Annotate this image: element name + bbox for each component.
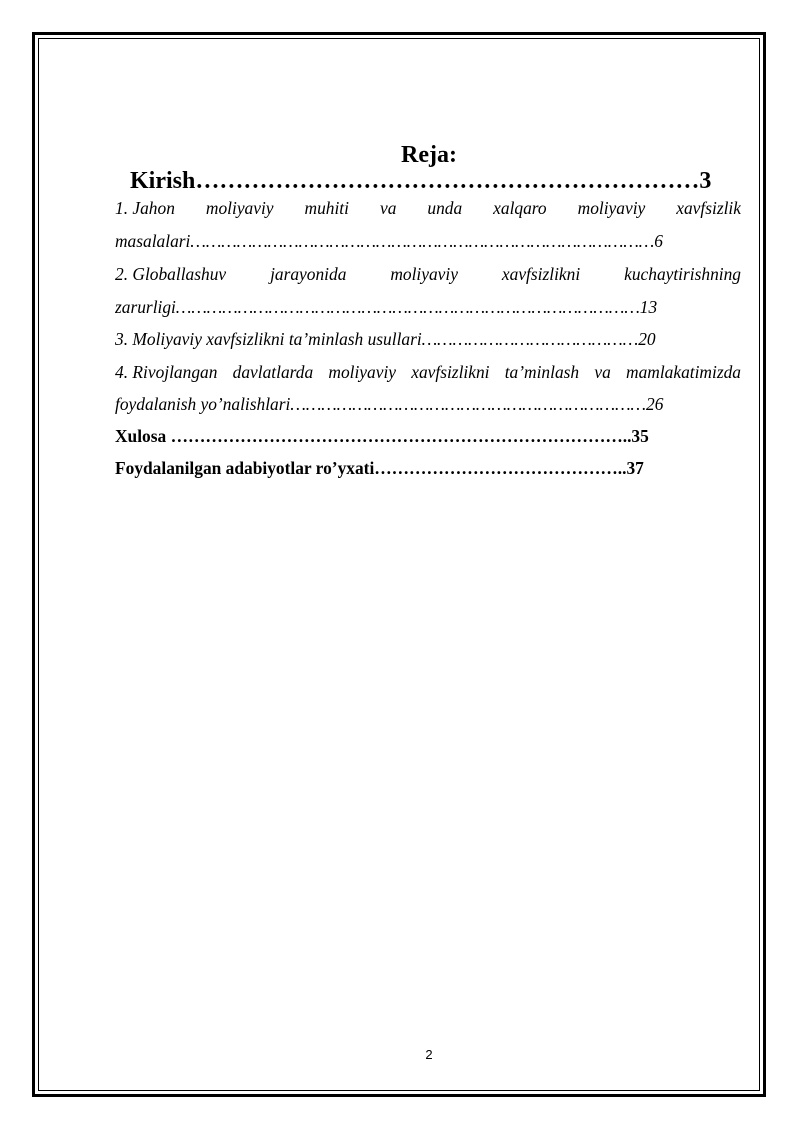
toc-word: xavfsizlikni (501, 264, 581, 284)
toc-word: xavfsizlik (676, 198, 741, 218)
toc-word: va (594, 362, 611, 382)
toc-item-4-line-2: foydalanish yo’nalishlari……………………………………………………………26 (115, 394, 664, 414)
toc-item-1-line-2: masalalari………………………………………………………………………………6 (115, 231, 663, 251)
toc-item-3: 3. Moliyaviy xavfsizlikni ta’minlash usullari……………………………………20 (115, 329, 656, 349)
toc-intro: Kirish………………………………………………………3 (130, 168, 712, 194)
toc-word: moliyaviy (390, 264, 458, 284)
toc-word: muhiti (304, 198, 349, 218)
toc-conclusion: Xulosa ……………………………………………………………………..35 (115, 426, 649, 446)
plan-heading: Reja: (401, 142, 457, 168)
toc-word: moliyaviy (205, 198, 274, 218)
toc-word: xavfsizlikni (411, 362, 490, 382)
toc-word: xalqaro (493, 198, 547, 218)
toc-item-1-line-1 (115, 198, 741, 219)
toc-word: ta’minlash (504, 362, 580, 382)
toc-item-4-line-1 (115, 362, 741, 383)
toc-word: 2. Globallashuv (115, 264, 227, 284)
toc-word: kuchaytirishning (624, 264, 741, 284)
toc-item-2-line-1 (115, 264, 741, 285)
toc-word: va (379, 198, 397, 218)
page-number: 2 (425, 1047, 433, 1062)
toc-word: jarayonida (270, 264, 347, 284)
toc-word: mamlakatimizda (626, 362, 741, 382)
toc-word: unda (427, 198, 463, 218)
toc-word: moliyaviy (577, 198, 646, 218)
page-border-inner (38, 38, 760, 1091)
toc-item-2-line-2: zarurligi………………………………………………………………………………13 (115, 297, 658, 317)
toc-references: Foydalanilgan adabiyotlar ro’yxati……………………………………..37 (115, 458, 644, 478)
toc-word: 4. Rivojlangan (115, 362, 218, 382)
toc-word: 1. Jahon (115, 198, 175, 218)
toc-word: davlatlarda (232, 362, 314, 382)
toc-word: moliyaviy (328, 362, 396, 382)
